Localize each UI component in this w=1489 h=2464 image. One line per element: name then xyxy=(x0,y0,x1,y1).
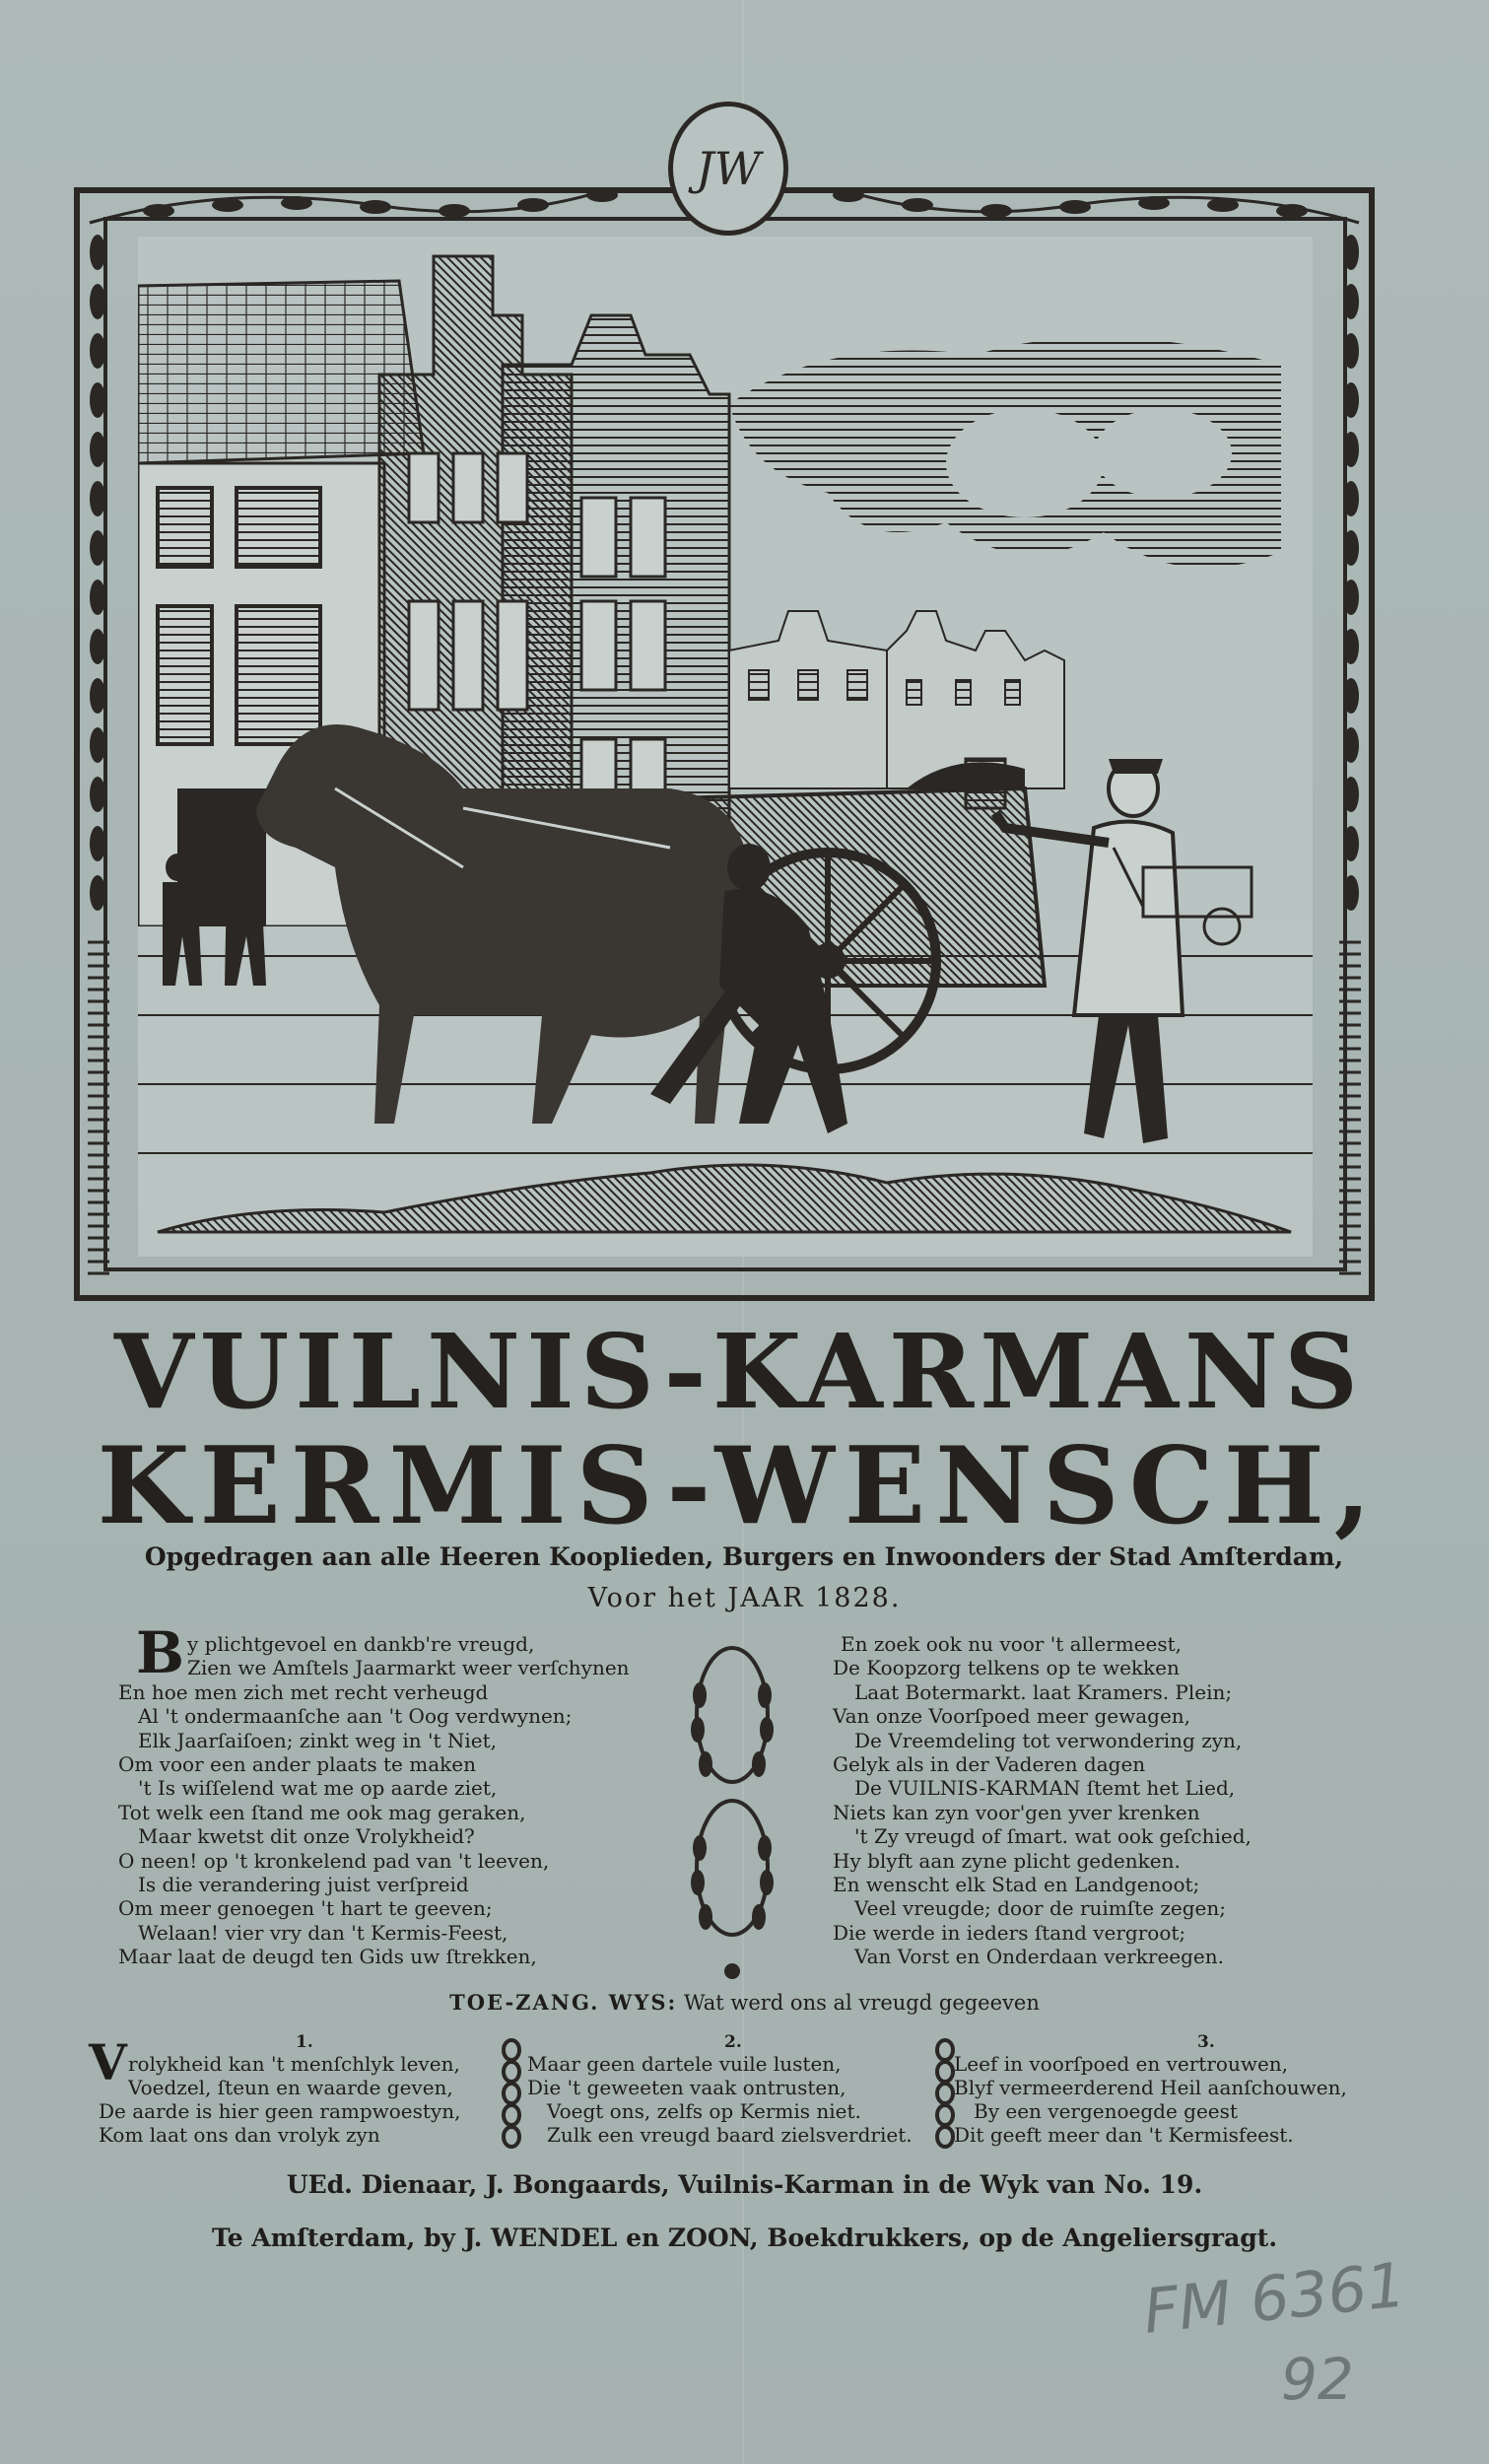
toezang-label: TOE-ZANG. WYS: xyxy=(449,1990,678,2015)
poem-line: Maar laat de deugd ten Gids uw ſtrekken, xyxy=(118,1945,537,1969)
verse-line: Maar geen dartele vuile lusten, xyxy=(527,2052,842,2076)
poem-line: Veel vreugde; door de ruimſte zegen; xyxy=(854,1896,1227,1921)
poem-line: Gelyk als in der Vaderen dagen xyxy=(833,1752,1146,1777)
poem-line: De Vreemdeling tot verwondering zyn, xyxy=(854,1728,1243,1752)
poem-line: Die werde in ieders ſtand vergroot; xyxy=(833,1920,1186,1945)
poem-left-column xyxy=(118,1632,670,1969)
verse-line: Dit geeft meer dan 't Kermisfeest. xyxy=(954,2123,1294,2147)
verse-line: By een vergenoegde geest xyxy=(974,2099,1238,2123)
poem-drop-cap: B xyxy=(136,1619,185,1686)
verse-2 xyxy=(527,2052,913,2147)
poem-line: Om voor een ander plaats te maken xyxy=(118,1752,476,1777)
poem-line: En wenscht elk Stad en Landgenoot; xyxy=(833,1873,1200,1897)
verse-line: Kom laat ons dan vrolyk zyn xyxy=(99,2123,380,2147)
poem-line: De VUILNIS-KARMAN ſtemt het Lied, xyxy=(854,1776,1236,1801)
poem-right-column xyxy=(833,1632,1385,1969)
verse-line: Die 't geweeten vaak ontrusten, xyxy=(527,2076,846,2099)
pencil-annotation: FM 6361 xyxy=(1139,2248,1409,2348)
year-line: Voor het JAAR 1828. xyxy=(587,1583,902,1613)
verse-line: Voegt ons, zelfs op Kermis niet. xyxy=(547,2099,861,2123)
laurel-ornament xyxy=(678,1636,786,1991)
verse-line: Leef in voorſpoed en vertrouwen, xyxy=(954,2052,1289,2076)
verse-number: 2. xyxy=(724,2032,742,2052)
verse-3 xyxy=(954,2052,1347,2147)
poem-line: O neen! op 't kronkelend pad van 't leeven, xyxy=(118,1848,550,1873)
monogram: JW xyxy=(696,142,761,195)
printer-imprint: Te Amſterdam, by J. WENDEL en ZOON, Boekdrukkers, op de Angeliersgragt. xyxy=(211,2224,1278,2252)
poem-line: Van Vorst en Onderdaan verkreegen. xyxy=(854,1945,1224,1969)
poem-line: 't Zy vreugd of ſmart. wat ook geſchied, xyxy=(854,1824,1252,1849)
title-line-1: VUILNIS-KARMANS xyxy=(113,1311,1365,1432)
verse-line: Voedzel, ſteun en waarde geven, xyxy=(128,2076,453,2099)
poem-line: Hy blyft aan zyne plicht gedenken. xyxy=(833,1848,1181,1873)
dedication: Opgedragen aan alle Heeren Kooplieden, Burgers en Inwoonders der Stad Amſterdam, xyxy=(144,1542,1344,1571)
poem-line: Om meer genoegen 't hart te geeven; xyxy=(118,1896,493,1921)
toezang-tune: Wat werd ons al vreugd gegeeven xyxy=(683,1991,1040,2015)
poem-line: Zien we Amſtels Jaarmarkt weer verſchynen xyxy=(187,1656,630,1680)
chain-ornament xyxy=(501,2038,522,2149)
poem-line: Elk Jaarſaiſoen; zinkt weg in 't Niet, xyxy=(138,1728,497,1752)
verse-line: De aarde is hier geen rampwoestyn, xyxy=(99,2099,461,2123)
poem-line: Laat Botermarkt. laat Kramers. Plein; xyxy=(854,1679,1233,1704)
verse-number: 1. xyxy=(296,2032,313,2052)
verse-line: Blyf vermeerderend Heil aanſchouwen, xyxy=(954,2076,1347,2099)
verse-1 xyxy=(99,2052,460,2147)
poem-line: y plichtgevoel en dankb're vreugd, xyxy=(187,1632,535,1656)
woodcut-scene xyxy=(138,237,1313,1257)
signature-line: UEd. Dienaar, J. Bongaards, Vuilnis-Karman in de Wyk van No. 19. xyxy=(286,2170,1203,2199)
poem-line: Niets kan zyn voor'gen yver krenken xyxy=(833,1800,1200,1824)
poem-line: Tot welk een ſtand me ook mag geraken, xyxy=(118,1800,526,1824)
poem-line: En zoek ook nu voor 't allermeest, xyxy=(841,1632,1183,1656)
poem-line: Welaan! vier vry dan 't Kermis-Feest, xyxy=(138,1920,508,1945)
poem-line: De Koopzorg telkens op te wekken xyxy=(833,1656,1180,1680)
poem-line: Is die verandering juist verſpreid xyxy=(138,1873,469,1897)
poem-line: Van onze Voorſpoed meer gewagen, xyxy=(833,1704,1191,1729)
monogram-medallion xyxy=(668,102,788,236)
title-line-2: KERMIS-WENSCH, xyxy=(97,1424,1382,1548)
verse-drop-cap: V xyxy=(89,2033,127,2091)
poem-line: Al 't ondermaanſche aan 't Oog verdwynen; xyxy=(138,1704,573,1729)
verse-line: Zulk een vreugd baard zielsverdriet. xyxy=(547,2123,913,2147)
verse-number: 3. xyxy=(1197,2032,1215,2052)
chain-ornament xyxy=(934,2038,956,2149)
verse-line: rolykheid kan 't menſchlyk leven, xyxy=(128,2052,460,2076)
poem-line: Maar kwetst dit onze Vrolykheid? xyxy=(138,1824,475,1849)
poem-line: En hoe men zich met recht verheugd xyxy=(118,1679,489,1704)
poem-line: 't Is wiſſelend wat me op aarde ziet, xyxy=(138,1776,498,1801)
pencil-annotation: 92 xyxy=(1281,2346,1354,2413)
toezang-heading xyxy=(0,1990,1489,2015)
